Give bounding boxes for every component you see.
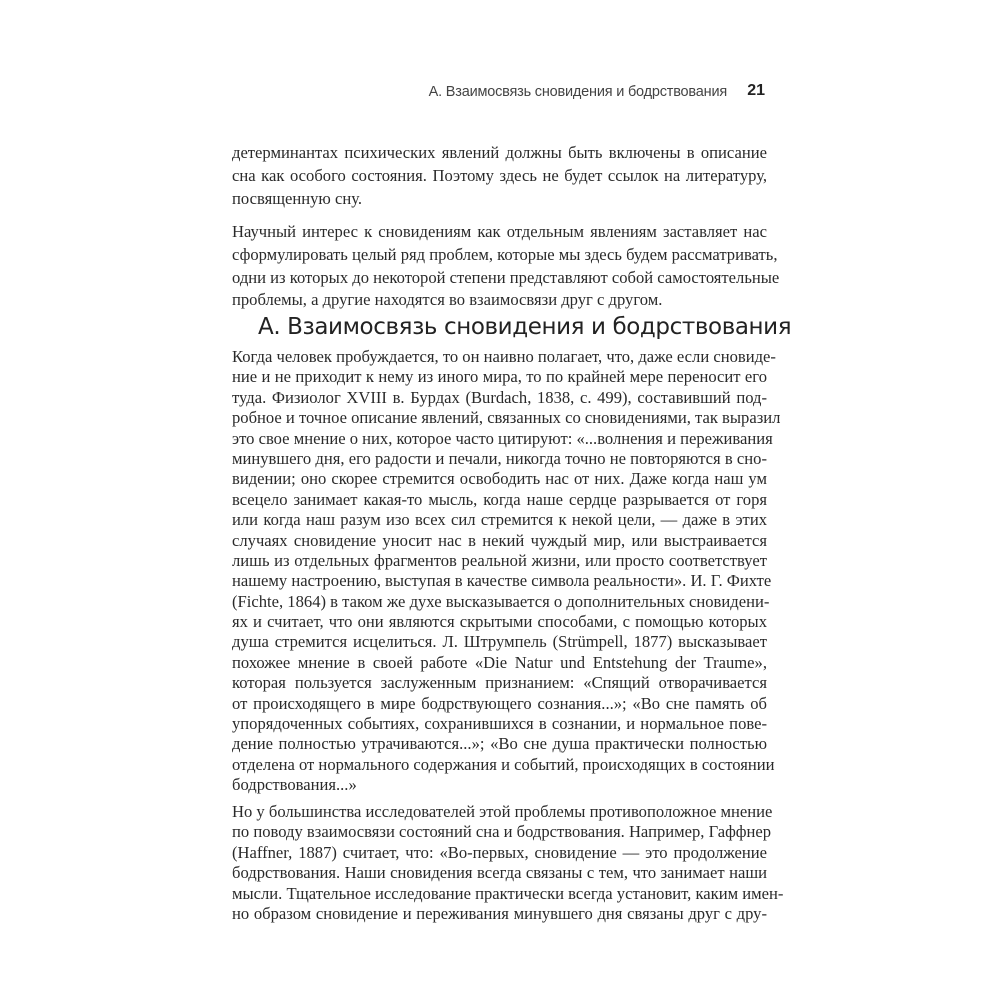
text-line: отделена от нормального содержания и событий, происходящих в состоянии: [232, 754, 775, 774]
text-line: но образом сновидение и переживания минувшего дня связаны друг с дру-: [232, 903, 767, 923]
text-line: всецело занимает какая-то мысль, когда наше сердце разрывается от горя: [232, 489, 767, 509]
text-line: по поводу взаимосвязи состояний сна и бодрствования. Например, Гаффнер: [232, 822, 772, 842]
text-line: Когда человек пробуждается, то он наивно полагает, что, даже если сновиде-: [232, 347, 776, 366]
text-line: туда. Физиолог XVIII в. Бурдах (Burdach, 1838, с. 499), составивший под-: [232, 387, 767, 407]
text-line: видении; оно скорее стремится освободить нас от них. Даже когда наш ум: [232, 469, 767, 489]
text-line: которая пользуется заслуженным признанием: «Спящий отворачивается: [232, 673, 767, 693]
text-line: от происходящего в мире бодрствующего сознания...»; «Во сне память об: [232, 693, 767, 713]
text-line: ние и не приходит к нему из иного мира, то по крайней мере переносит его: [232, 367, 767, 387]
text-line: (Fichte, 1864) в таком же духе высказывается о дополнительных сновидени-: [232, 591, 770, 611]
paragraph-3: [232, 347, 781, 796]
paragraph-4: [232, 802, 784, 924]
text-line: робное и точное описание явлений, связанных со сновидениями, так выразил: [232, 408, 781, 428]
text-line: (Haffner, 1887) считает, что: «Во-первых, сновидение — это продолжение: [232, 842, 767, 862]
text-line: Но у большинства исследователей этой проблемы противоположное мнение: [232, 802, 773, 821]
text-line: дение полностью утрачиваются...»; «Во сне душа практически полностью: [232, 734, 767, 754]
text-line: проблемы, а другие находятся во взаимосвязи друг с другом.: [232, 290, 663, 310]
text-line: Научный интерес к сновидениям как отдельным явлениям заставляет нас: [232, 222, 767, 241]
text-line: ях и считает, что они являются скрытыми способами, с помощью которых: [232, 612, 767, 632]
running-title: А. Взаимосвязь сновидения и бодрствования: [428, 84, 727, 100]
text-line: это свое мнение о них, которое часто цитируют: «...волнения и переживания: [232, 428, 773, 448]
text-line: детерминантах психических явлений должны быть включены в описание: [232, 143, 767, 162]
text-line: упорядоченных событиях, сохранившихся в сознании, и нормальное пове-: [232, 714, 767, 734]
text-line: похожее мнение в своей работе «Die Natur und Entstehung der Traume»,: [232, 652, 767, 672]
text-line: мысли. Тщательное исследование практически всегда установит, каким имен-: [232, 883, 784, 903]
text-line: бодрствования. Наши сновидения всегда связаны с тем, что занимает наши: [232, 863, 767, 883]
page-number: 21: [747, 82, 765, 99]
text-line: посвященную сну.: [232, 188, 362, 208]
text-line: бодрствования...»: [232, 775, 357, 795]
text-line: минувшего дня, его радости и печали, никогда точно не повторяются в сно-: [232, 448, 767, 468]
text-line: сна как особого состояния. Поэтому здесь не будет ссылок на литературу,: [232, 165, 767, 185]
paragraph-2: [232, 221, 780, 312]
text-line: сформулировать целый ряд проблем, которые мы здесь будем рассматривать,: [232, 244, 778, 264]
text-line: душа стремится исцелиться. Л. Штрумпель (Strümpell, 1877) высказывает: [232, 632, 767, 652]
section-heading: А. Взаимосвязь сновидения и бодрствования: [258, 314, 792, 340]
paragraph-1: [232, 142, 767, 210]
text-line: нашему настроению, выступая в качестве символа реальности». И. Г. Фихте: [232, 571, 772, 591]
text-line: лишь из отдельных фрагментов реальной жизни, или просто соответствует: [232, 550, 767, 570]
text-line: одни из которых до некоторой степени представляют собой самостоятельные: [232, 267, 780, 287]
text-line: случаях сновидение уносит нас в некий чуждый мир, или выстраивается: [232, 530, 767, 550]
running-header: [232, 82, 767, 104]
text-line: или когда наш разум изо всех сил стремится к некой цели, — даже в этих: [232, 510, 767, 530]
